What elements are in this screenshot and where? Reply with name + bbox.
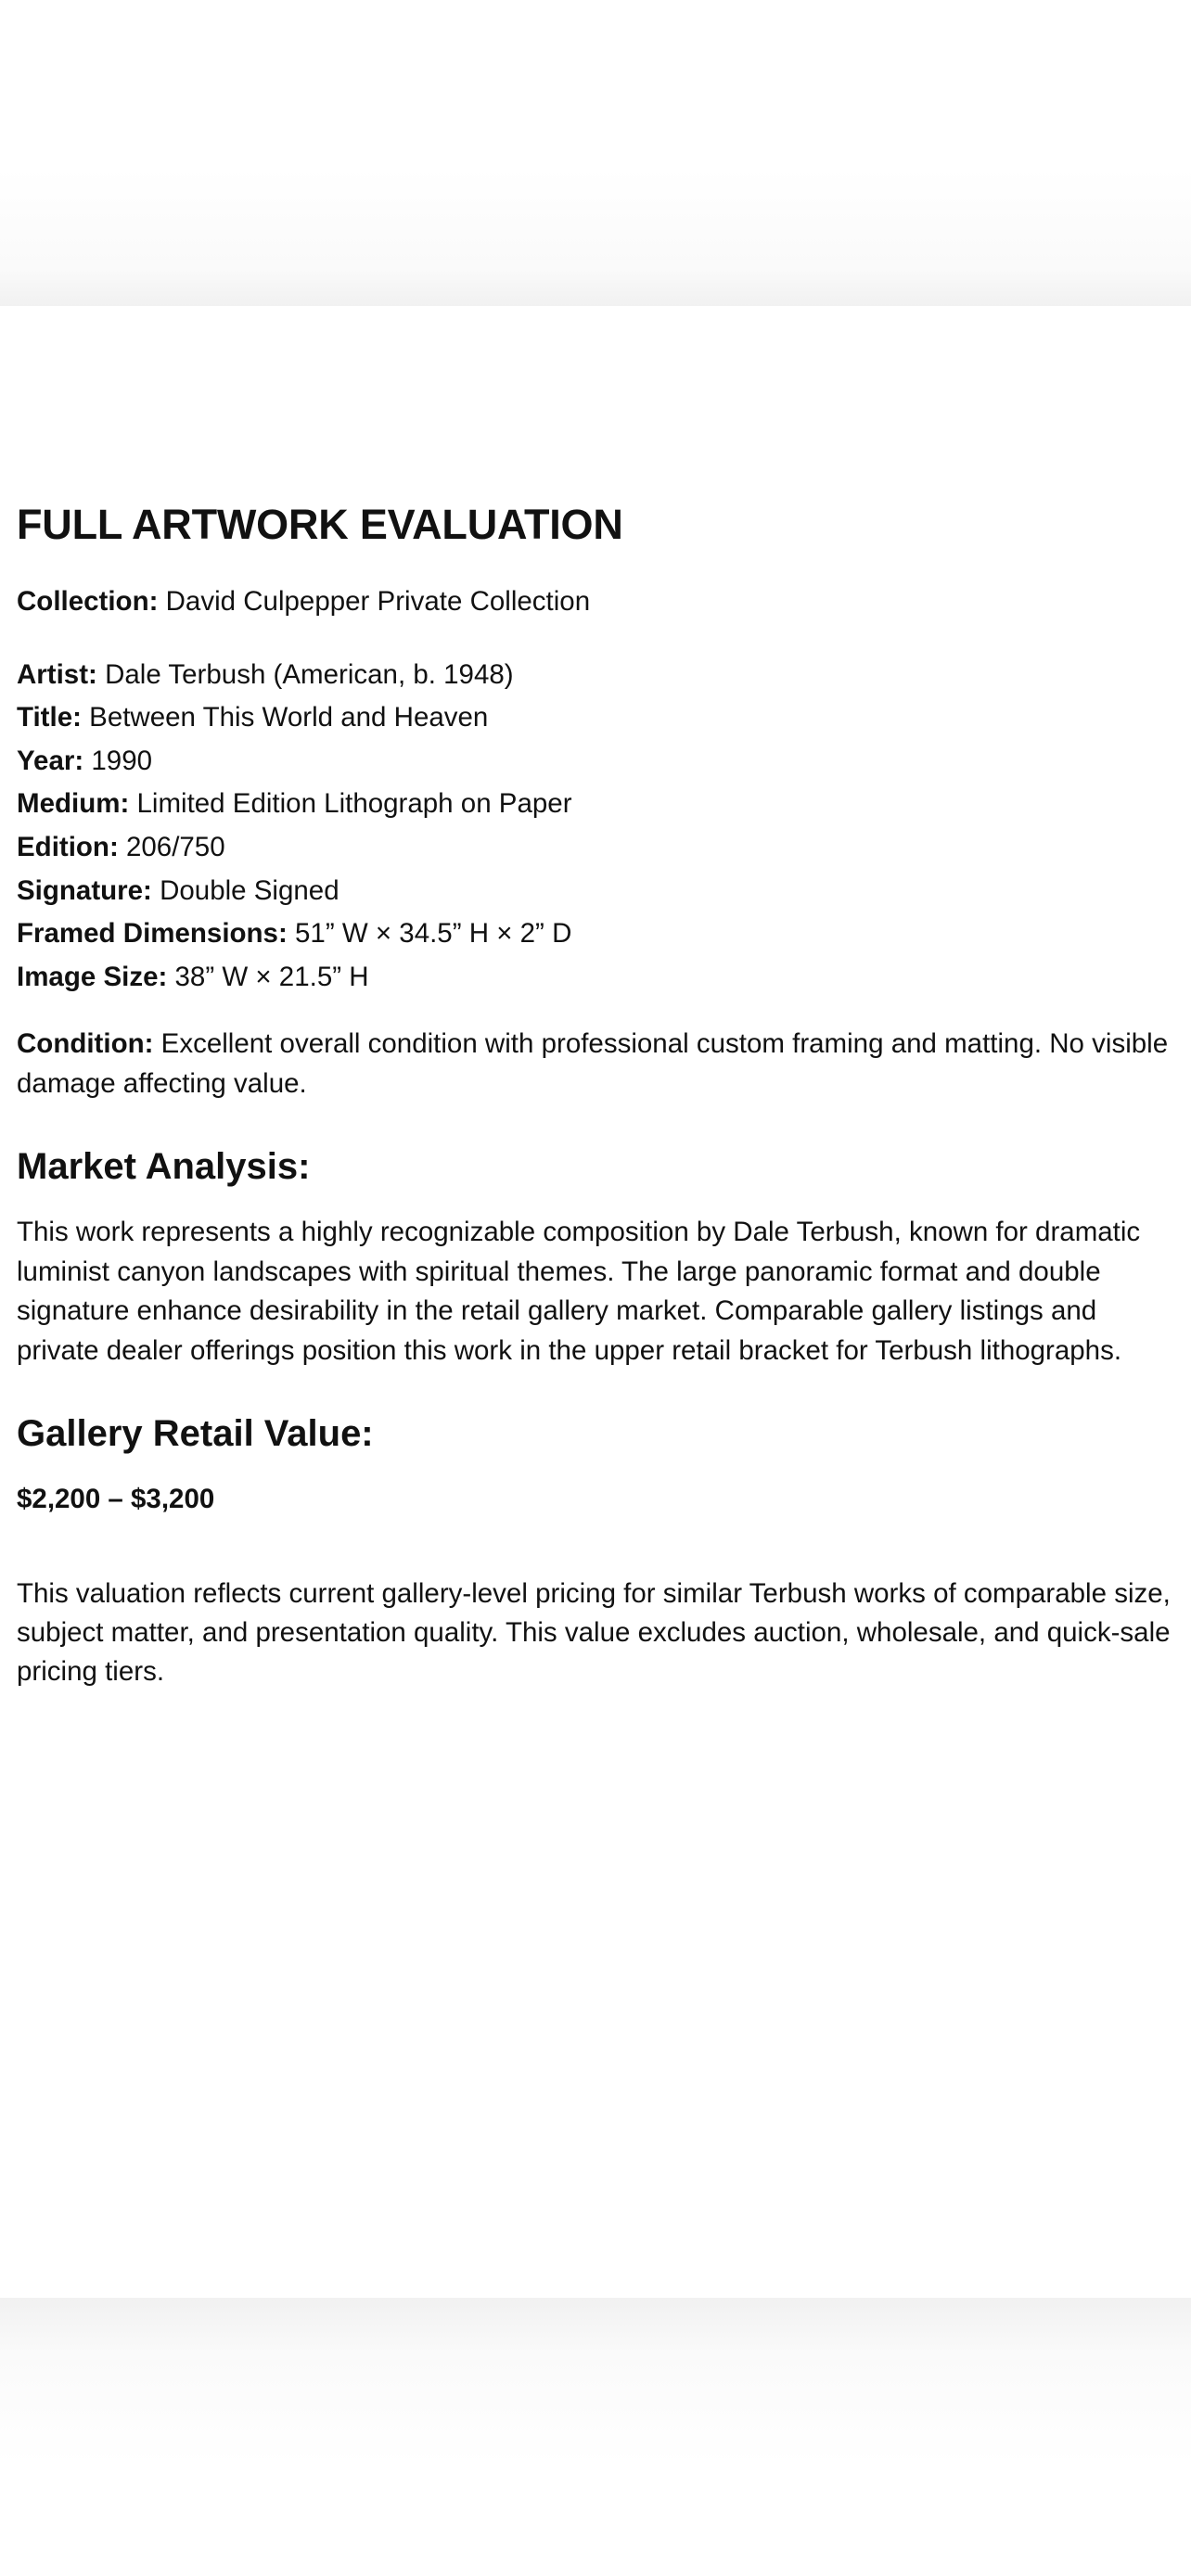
spec-row [17,826,1174,870]
gallery-value-heading: Gallery Retail Value: [17,1413,374,1455]
spec-value: Limited Edition Lithograph on Paper [136,788,572,820]
bottom-page-edge [0,2298,1191,2576]
page-title: FULL ARTWORK EVALUATION [17,501,623,548]
spec-value: Dale Terbush (American, b. 1948) [105,658,514,690]
collection-value: David Culpepper Private Collection [165,585,591,617]
spec-value: 206/750 [125,831,225,862]
spec-row [17,956,1174,1000]
spec-value: 1990 [91,745,153,776]
spec-value: 51” W × 34.5” H × 2” D [295,918,572,950]
spec-label: Signature: [17,874,152,906]
condition-value: Excellent overall condition with professional custom framing and matting. No visible damage affecting value. [17,1028,1169,1099]
spec-row [17,696,1174,740]
market-analysis-body: This work represents a highly recognizable composition by Dale Terbush, known for dramatic luminist canyon landscapes with spiritual themes. The large panoramic format and double signature enhance desirability in the retail gallery market. Comparable gallery listings and private dealer offerings position this work in the upper retail bracket for Terbush lithographs. [17,1217,1141,1366]
spec-label: Medium: [17,788,130,820]
artwork-spec-list [17,654,1174,1000]
collection-label: Collection: [17,585,159,617]
spec-row [17,740,1174,784]
spec-row [17,870,1174,913]
spec-label: Framed Dimensions: [17,918,288,950]
spec-label: Image Size: [17,961,168,992]
collection-line [17,582,1174,622]
document-content [17,306,1174,1692]
spec-label: Edition: [17,831,119,862]
spec-value: 38” W × 21.5” H [174,961,369,992]
document-sheet [0,306,1191,2298]
spec-label: Artist: [17,658,97,690]
spec-row [17,783,1174,826]
spec-row [17,654,1174,697]
closing-note: This valuation reflects current gallery-level pricing for similar Terbush works of comparable size, subject matter, and presentation quality. This value excludes auction, wholesale, and quick-sale pricing tiers. [17,1577,1171,1688]
spec-value: Between This World and Heaven [89,702,489,733]
market-analysis-heading: Market Analysis: [17,1146,311,1188]
condition-block [17,1025,1174,1103]
condition-label: Condition: [17,1028,154,1060]
top-page-edge [0,0,1191,306]
spec-label: Year: [17,745,84,776]
spec-row [17,912,1174,956]
spec-label: Title: [17,702,82,733]
gallery-value-range: $2,200 – $3,200 [17,1484,215,1515]
spec-value: Double Signed [160,874,339,906]
